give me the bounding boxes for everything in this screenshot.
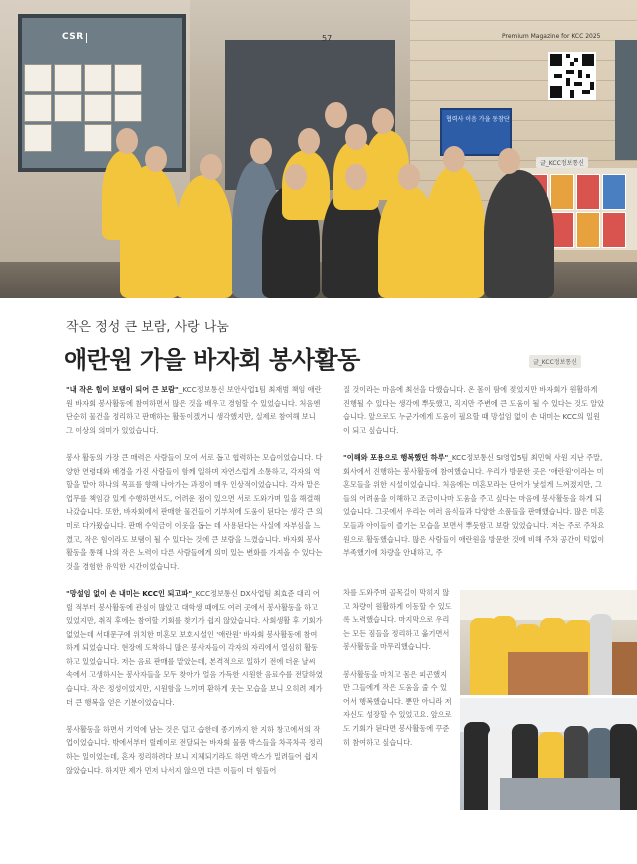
paragraph-text: 차를 도와주며 골목길이 막히지 않고 차량이 원활하게 이동할 수 있도록 노력했습니다. 마지막으로 우리는 모든 짐들을 정리하고 옮기면서 봉사활동을 마무리했습니다. xyxy=(343,588,452,652)
bazaar-photo-1 xyxy=(460,590,637,695)
paragraph-text: 질 것이라는 마음에 최선을 다했습니다. 온 몸이 땀에 젖었지만 바자회가 원활하게 진행될 수 있다는 생각에 뿌듯했고, 직지만 주변에 큰 도움이 될 수 있다는 것도 알았습니다. 앞으로도 누군가에게 도움이 필요할 때 망설임 없이 손 내미는 KCC의 일원이 되고 싶습니다. xyxy=(343,385,605,435)
article-paragraph xyxy=(66,723,324,777)
magazine-label: Premium Magazine for KCC 2025 xyxy=(502,33,601,40)
paragraph-text: _KCC정보통신 DX사업팀 최효준 대리 어릴 적부터 봉사활동에 관심이 많았고 대학생 때에도 여러 곳에서 봉사활동을 하고 있었지만, 취직 후에는 참여할 기회를 찾기가 쉽지 않았습니다. 사회생활 후 기회가 없었는데 서대문구에 위치한 미혼모 보호시설인 '애란원' 바자회 봉사활동에 참여하게 되었습니다. 현장에 도착하니 많은 봉사자들이 각자의 자리에서 열심히 활동하고 있었습니다. 저는 음료 판매를 맡았는데, 본격적으로 일하기 전에 더운 날씨 속에서 고생하시는 봉사자들을 모두 찾아가 얼음 가득한 시원한 음료수를 전달하였습니다. 작은 정성이었지만, 시원함을 느끼며 환하게 웃는 모습을 보니 오히려 제가 더 큰 행복을 얻은 기분이었습니다. xyxy=(66,588,323,707)
window-poster xyxy=(114,64,142,92)
sign-text: 협력사 이음 가을 동참단 xyxy=(446,116,510,123)
article-column-right-narrow xyxy=(343,586,453,763)
article-paragraph xyxy=(343,383,605,437)
article-column-left xyxy=(66,383,324,791)
paragraph-text: 봉사활동을 마치고 몸은 피곤했지만 그들에게 작은 도움을 줄 수 있어서 행복했습니다. 뿐만 아니라 저 자신도 성장할 수 있었고요. 앞으로도 기회가 된다면 봉사활동에 꾸준히 참여하고 싶습니다. xyxy=(343,669,452,747)
bazaar-photo-2 xyxy=(460,698,637,810)
side-window xyxy=(615,40,637,160)
page-number: 57 xyxy=(322,34,333,43)
qr-code[interactable] xyxy=(548,52,596,100)
paragraph-text: 봉사 활동의 가장 큰 매력은 사람들이 모여 서로 돕고 협력하는 모습이었습니다. 다양한 연령대와 배경을 가진 사람들이 함께 일하며 자연스럽게 소통하고, 각자의 역할을 맡아 하나의 목표를 향해 나아가는 과정이 매우 인상적이었습니다. 각자 맡은 업무를 책임감 있게 수행하면서도, 어려운 점이 있으면 서로 도와가며 일을 해결해 나갔습니다. 또한, 바자회에서 판매한 물건들이 기부처에 도움이 된다는 생각 큰 의미로 다가왔습니다. 판매 수익금이 이웃을 돕는 데 사용된다는 사실에 자부심을 느꼈고, 작은 힘이라도 보탬이 될 수 있다는 것에 큰 보람을 느꼈습니다. 바자회 봉사활동을 통해 나의 작은 노력이 다른 사람들에게 의미 있는 변화를 가져올 수 있다는 것을 경험한 유익한 시간이었습니다. xyxy=(66,452,323,571)
window-poster xyxy=(24,64,52,92)
window-poster xyxy=(24,124,52,152)
article-kicker: 작은 정성 큰 보람, 사랑 나눔 xyxy=(66,320,229,335)
window-poster xyxy=(54,94,82,122)
hero-photo xyxy=(0,0,637,298)
paragraph-lead: "망설임 없이 손 내미는 KCC인 되고파" xyxy=(66,588,193,598)
window-poster xyxy=(54,64,82,92)
photo-credit: 글_KCC정보통신 xyxy=(536,157,588,168)
article-paragraph xyxy=(66,587,324,709)
window-poster xyxy=(114,94,142,122)
article-column-right xyxy=(343,383,605,573)
paragraph-lead: "내 작은 힘이 보탬이 되어 큰 보람" xyxy=(66,385,179,394)
article-paragraph xyxy=(343,451,605,560)
window-poster xyxy=(24,94,52,122)
article-paragraph xyxy=(343,668,453,750)
section-divider xyxy=(86,33,87,43)
article-byline: 글_KCC정보통신 xyxy=(529,355,581,368)
qr-code-icon xyxy=(550,54,594,98)
window-poster xyxy=(84,64,112,92)
window-poster xyxy=(84,94,112,122)
paragraph-text: _KCC정보통신 보안사업1팀 최재범 책임 애란원 바자회 봉사활동에 참여하면서 많은 것을 배우고 경험할 수 있었습니다. 처음엔 단순히 물건을 정리하고 판매하는 활동이겠거니 생각했지만, 실제로 참여해 보니 그 이상의 의미가 있었습니다. xyxy=(66,385,322,435)
section-label: CSR xyxy=(62,32,84,42)
paragraph-text: _KCC정보통신 SI영업5팀 최민혁 사원 지난 주말, 회사에서 진행하는 봉사활동에 참여했습니다. 우리가 방문한 곳은 '애란원'이라는 미혼모들을 위한 시설이었습니다. 처음에는 미혼모라는 단어가 낯설게 느껴졌지만, 그들의 어려움을 이해하고 조금이나마 도움을 주고 싶다는 마음에 봉사활동을 하게 되었습니다. 그곳에서 우리는 여러 음식들과 다양한 소품들을 판매했습니다. 많은 미혼모들과 아이들이 즐기는 모습을 보면서 뿌듯함고 보람 있었습니다. 저는 주로 주차요원으로 활동했습니다. 많은 사람들이 애란원을 방문한 것에 비해 주차 공간이 턱없이 부족했기에 차량을 안내하고, 주 xyxy=(343,452,605,558)
article-paragraph xyxy=(66,451,324,573)
window-poster xyxy=(84,124,112,152)
paragraph-text: 봉사활동을 하면서 기억에 남는 것은 덥고 습한데 종기까지 한 지하 창고에서의 작업이었습니다. 밖에서부터 릴레이로 전달되는 바자회 물품 박스들을 차곡차곡 정리하는 일이었는데, 혼자 정리하려다 보니 지체되기라도 하면 박스가 밀려들어 쉽지 않았습니다. 하지만 제가 먼저 나서지 않으면 다른 이들이 더 힘들어 xyxy=(66,724,323,775)
article-title: 애란원 가을 바자회 봉사활동 xyxy=(64,346,360,374)
article-paragraph xyxy=(66,383,324,437)
article-paragraph xyxy=(343,586,453,654)
paragraph-lead: "이해와 포용으로 행복했던 하루" xyxy=(343,452,449,462)
